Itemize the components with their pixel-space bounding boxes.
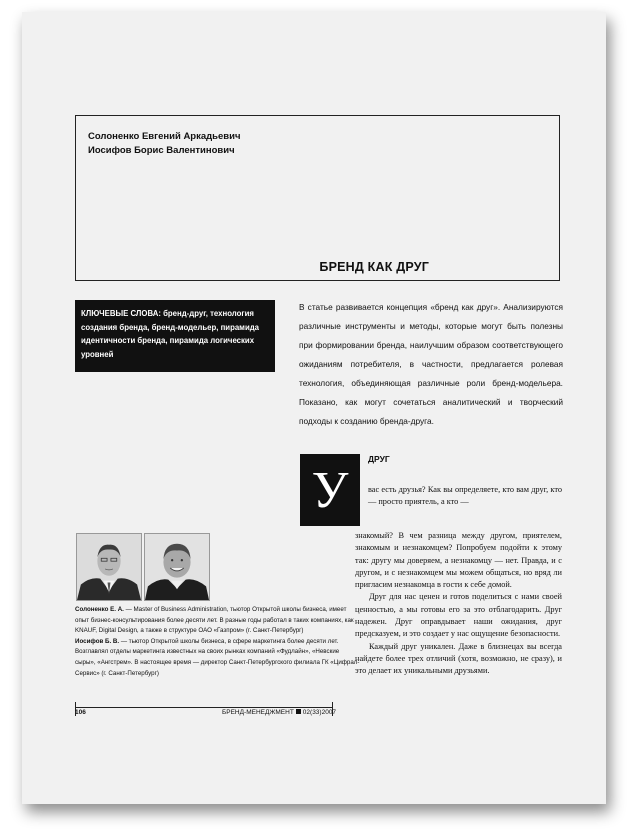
author-photo-iosifov xyxy=(144,533,210,601)
running-footer xyxy=(222,709,337,716)
portrait-image xyxy=(145,534,209,600)
body-text-intro: вас есть друзья? Как вы определяете, кто вам друг, кто — просто приятель, а кто — xyxy=(368,485,562,507)
bio-text: — Master of Business Administration, тьютор Открытой школы бизнеса, имеет опыт бизнес-консультирования более десяти лет. В разные годы работал в таких компаниях, как KNAUF, Digital Design, а также в структуре ОАО «Газпром» (г. Санкт-Петербург) xyxy=(75,606,354,635)
footer-rule xyxy=(75,707,333,708)
section-heading: ДРУГ xyxy=(368,454,390,464)
drop-cap: У xyxy=(300,454,360,526)
author-name: Иосифов Борис Валентинович xyxy=(88,145,235,156)
author-bio xyxy=(75,605,360,637)
journal-name: БРЕНД-МЕНЕДЖМЕНТ xyxy=(222,709,294,716)
body-paragraph: Каждый друг уникален. Даже в близнецах вы всегда найдете более трех отличий (хотя, возможно, не сразу), и это делает их уникальными друзьями. xyxy=(355,641,562,676)
portrait-image xyxy=(77,534,141,600)
issue-number: 02(33)2007 xyxy=(302,709,337,716)
bio-name: Солоненко Е. А. xyxy=(75,606,124,613)
page-number: 106 xyxy=(75,709,86,716)
abstract: В статье развивается концепция «бренд как друг». Анализируются различные инструменты и методы, которые могут быть полезны при формировании бренда, наилучшим образом соответствующего ожиданиям потребителя, в частности, предлагается ролевая технология, объединяющая различные роли бренд-модельера. Показано, как могут сочетаться аналитический и творческий подходы к созданию бренда-друга. xyxy=(299,302,563,426)
body-paragraph: Друг для нас ценен и готов поделиться с нами своей ценностью, а мы готовы его за это отблагодарить. Друг надежен. Друг оправдывает наши ожидания, друг предсказуем, и это создает у нас ощущение безопасности. xyxy=(355,592,562,639)
keywords-box: КЛЮЧЕВЫЕ СЛОВА: бренд-друг, технология создания бренда, бренд-модельер, пирамида идентичности бренда, пирамида логических уровней xyxy=(75,300,275,372)
bio-text: — тьютор Открытой школы бизнеса, в сфере маркетинга более десяти лет. Возглавлял отделы маркетинга известных на своих рынках компаний «Фудлайн», «Невские сыры», «Ангстрем». В настоящее время — директор Санкт-Петербургского филиала ГК «Цифрал-Сервис» (г. Санкт-Петербург) xyxy=(75,637,360,677)
article-title: БРЕНД КАК ДРУГ xyxy=(319,260,429,274)
bio-name: Иосифов Б. В. xyxy=(75,637,120,645)
author-photo-solonenko xyxy=(76,533,142,601)
author-bio xyxy=(75,637,360,679)
author-name: Солоненко Евгений Аркадьевич xyxy=(88,131,241,142)
square-bullet-icon xyxy=(296,709,301,714)
article-header-box xyxy=(75,115,560,281)
author-bios xyxy=(75,605,360,679)
magazine-page xyxy=(22,12,606,804)
body-paragraph: знакомый? В чем разница между другом, приятелем, знакомым и незнакомцем? Попробуем подойти к этому так: другу мы доверяем, а незнакомцу — нет. Правда, и с другом, и с незнакомцем мы можем общаться, но вряд ли пригласим незнакомца в гости к себе домой. xyxy=(355,531,562,590)
body-text xyxy=(355,530,562,678)
author-list xyxy=(88,130,241,158)
